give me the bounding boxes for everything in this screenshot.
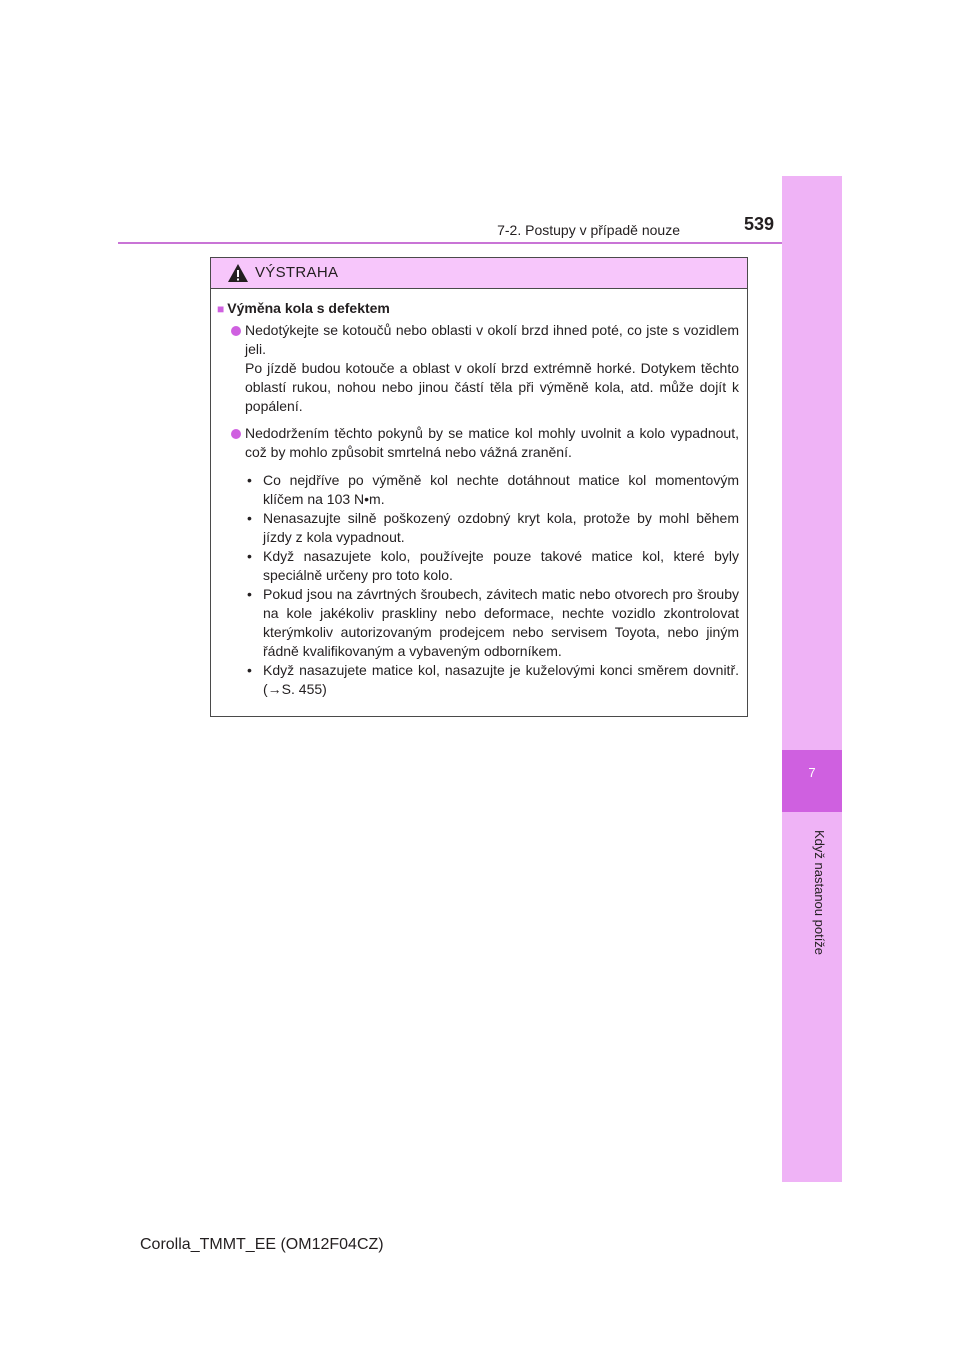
warning-sub-item [217, 471, 739, 509]
warning-triangle-icon [227, 263, 249, 283]
bullet-mark: • [247, 548, 252, 564]
warning-sub-item-text: Nenasazujte silně poškozený ozdobný kryt kola, protože by mohl během jízdy z kola vypadnout. [263, 510, 739, 545]
document-footer: Corolla_TMMT_EE (OM12F04CZ) [140, 1236, 384, 1253]
bullet-mark: • [247, 510, 252, 526]
warning-sub-item [217, 547, 739, 585]
page-number: 539 [743, 214, 774, 234]
warning-sub-list [217, 471, 739, 699]
chapter-title: Když nastanou potíže [812, 830, 827, 956]
warning-item-text: Nedodržením těchto pokynů by se matice kol mohly uvolnit a kolo vypadnout, což by mohlo způsobit smrtelná nebo vážná zranění. [245, 425, 739, 460]
warning-sub-item-text: Když nasazujete matice kol, nasazujte je kuželovými konci směrem dovnitř. (→S. 455) [263, 662, 739, 697]
circle-bullet-icon [231, 429, 241, 439]
warning-sub-item-text: Pokud jsou na závrtných šroubech, závitech matic nebo otvorech pro šrouby na kole jakékoliv praskliny nebo deformace, nechte vozidlo zkontrolovat kterýmkoliv autorizovaným prodejcem nebo servisem Toyota, nebo jiným řádně kvalifikovaným a vybaveným odborníkem. [263, 586, 739, 659]
warning-header [211, 258, 747, 289]
square-bullet-icon: ■ [217, 302, 225, 316]
warning-sub-item [217, 585, 739, 661]
warning-item [217, 321, 739, 416]
warning-heading-text: Výměna kola s defektem [227, 300, 390, 316]
warning-sub-item [217, 661, 739, 699]
warning-item [217, 424, 739, 462]
warning-title: VÝSTRAHA [255, 264, 339, 281]
bullet-mark: • [247, 586, 252, 602]
chapter-side-tab [782, 176, 842, 1182]
header-rule [118, 242, 786, 244]
warning-item-text: Po jízdě budou kotouče a oblast v okolí brzd extrémně horké. Dotykem těchto oblastí rukou, nohou nebo jinou částí těla při výměně kola, atd. může dojít k popálení. [245, 360, 739, 414]
warning-box [210, 257, 748, 717]
warning-sub-item [217, 509, 739, 547]
warning-item-text: Nedotýkejte se kotoučů nebo oblasti v okolí brzd ihned poté, co jste s vozidlem jeli. [245, 322, 739, 357]
section-title: 7-2. Postupy v případě nouze [497, 222, 680, 238]
bullet-mark: • [247, 472, 252, 488]
chapter-number: 7 [782, 750, 842, 812]
circle-bullet-icon [231, 326, 241, 336]
warning-sub-item-text: Co nejdříve po výměně kol nechte dotáhnout matice kol momentovým klíčem na 103 N•m. [263, 472, 739, 507]
warning-sub-item-text: Když nasazujete kolo, používejte pouze takové matice kol, které byly speciálně určeny pro toto kolo. [263, 548, 739, 583]
bullet-mark: • [247, 662, 252, 678]
warning-heading [217, 299, 739, 319]
warning-body [211, 289, 747, 699]
